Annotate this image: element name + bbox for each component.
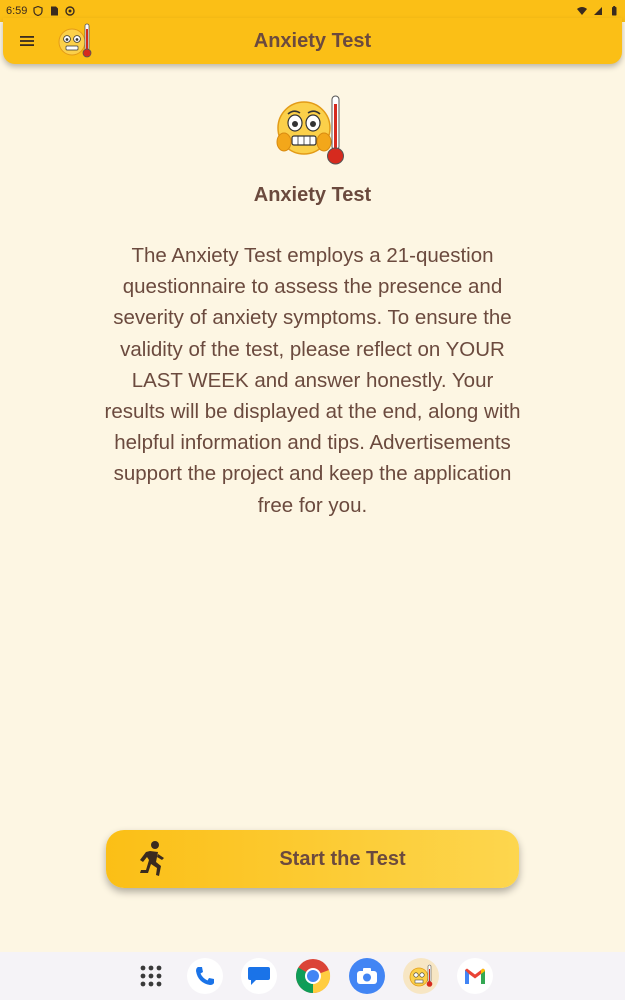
anxious-emoji-thermometer-icon <box>274 94 350 170</box>
anxiety-test-app-icon[interactable] <box>403 958 439 994</box>
chrome-icon[interactable] <box>295 958 331 994</box>
signal-icon <box>593 6 603 16</box>
page-title: Anxiety Test <box>253 184 372 206</box>
navigation-dock <box>0 952 625 1000</box>
notification-icon <box>65 6 75 16</box>
app-logo-icon <box>55 21 95 61</box>
sim-card-icon <box>49 6 59 16</box>
app-drawer-icon[interactable] <box>133 958 169 994</box>
app-bar-title: Anxiety Test <box>253 29 372 52</box>
start-test-button[interactable] <box>106 830 519 888</box>
battery-icon <box>609 6 619 16</box>
phone-icon[interactable] <box>187 958 223 994</box>
messages-icon[interactable] <box>241 958 277 994</box>
hamburger-menu-icon <box>19 35 35 47</box>
wifi-icon <box>577 6 587 16</box>
running-person-icon <box>136 840 170 878</box>
app-bar <box>3 18 622 64</box>
menu-button[interactable] <box>9 23 45 59</box>
gmail-icon[interactable] <box>457 958 493 994</box>
intro-description: The Anxiety Test employs a 21-question questionnaire to assess the presence and severity of anxiety symptoms. To ensure the validity of the test, please reflect on YOUR LAST WEEK and answer honestly. Your results will be displayed at the end, along with helpful information and tips. Advertisements support the project and keep the application free for you. <box>104 244 521 517</box>
status-time: 6:59 <box>6 5 28 17</box>
camera-icon[interactable] <box>349 958 385 994</box>
shield-icon <box>33 6 43 16</box>
start-test-label: Start the Test <box>279 847 406 870</box>
